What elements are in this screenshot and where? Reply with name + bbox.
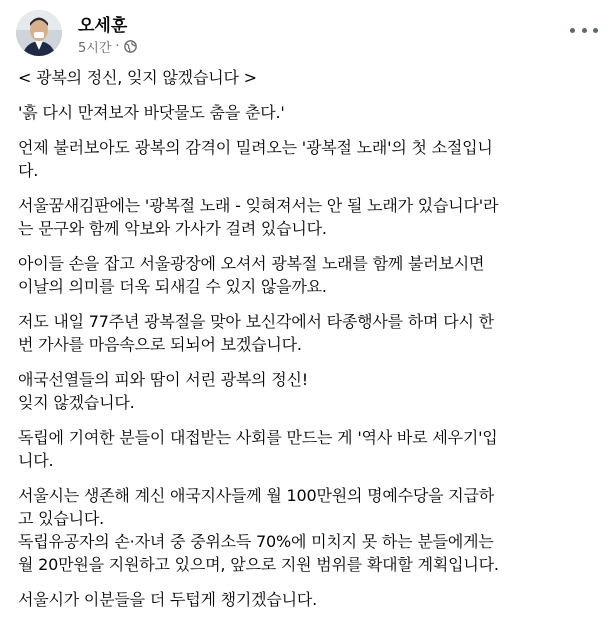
post-paragraph: 독립에 기여한 분들이 대접받는 사회를 만드는 게 '역사 바로 세우기'입 니다. xyxy=(18,428,498,470)
post-paragraph: 애국선열들의 피와 땀이 서린 광복의 정신! 잊지 않겠습니다. xyxy=(18,370,308,412)
post-paragraph: 서울시는 생존해 계신 애국지사들께 월 100만원의 명예수당을 지급하 고 있습니다. 독립유공자의 손·자녀 중 중위소득 70%에 미치지 못 하는 분들에게는 월 20만원을 지원하고 있으며, 앞으로 지원 범위를 확대할 계획입니다. xyxy=(18,486,499,574)
post-body xyxy=(18,66,608,623)
post-paragraph: 서울시가 이분들을 더 두텁게 챙기겠습니다. xyxy=(18,590,318,609)
post-time[interactable]: 5시간 xyxy=(78,41,112,56)
post-paragraph: 언제 불러보아도 광복의 감격이 밀려오는 '광복절 노래'의 첫 소절입니 다. xyxy=(18,138,493,180)
more-options-icon[interactable] xyxy=(570,20,598,40)
meta-separator: · xyxy=(115,39,120,54)
post-header xyxy=(16,10,600,62)
avatar-photo xyxy=(16,10,62,56)
post-meta xyxy=(78,37,137,56)
globe-icon[interactable] xyxy=(124,40,137,53)
post-paragraph: 아이들 손을 잡고 서울광장에 오셔서 광복절 노래를 함께 불러보시면 이날의 의미를 더욱 되새길 수 있지 않을까요. xyxy=(18,254,485,296)
post-paragraph: 서울꿈새김판에는 '광복절 노래 - 잊혀져서는 안 될 노래가 있습니다'라 는 문구와 함께 악보와 가사가 걸려 있습니다. xyxy=(18,196,499,238)
post-paragraph: < 광복의 정신, 잊지 않겠습니다 > xyxy=(18,68,257,87)
avatar[interactable] xyxy=(16,10,62,56)
post-paragraph: '흙 다시 만져보자 바닷물도 춤을 춘다.' xyxy=(18,103,285,122)
author-name[interactable]: 오세훈 xyxy=(78,16,128,36)
post-paragraph: 저도 내일 77주년 광복절을 맞아 보신각에서 타종행사를 하며 다시 한 번 가사를 마음속으로 되뇌어 보겠습니다. xyxy=(18,312,494,354)
